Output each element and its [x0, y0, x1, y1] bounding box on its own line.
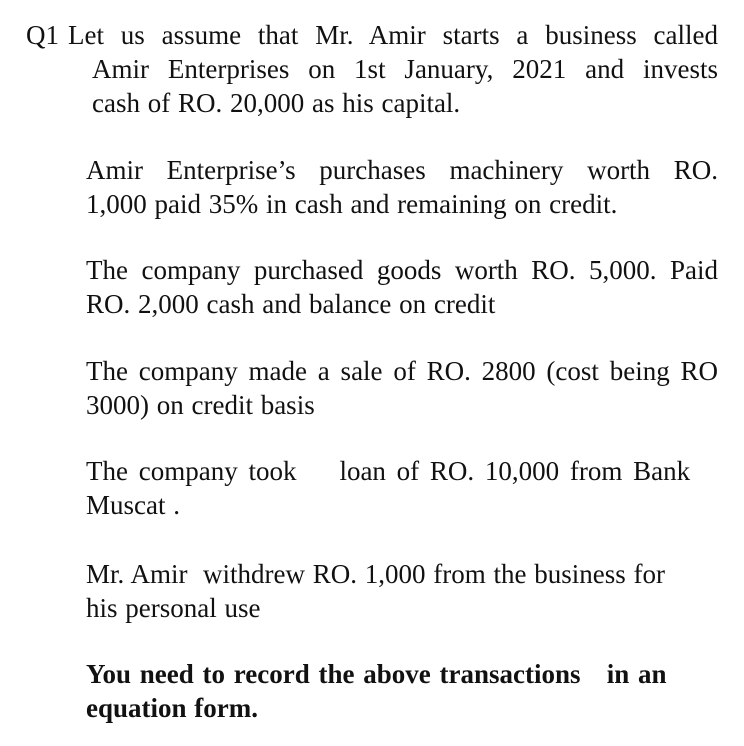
transaction-1-line-1: Amir Enterprise’s purchases machinery worth RO.: [86, 155, 718, 185]
question-number: Q1: [26, 20, 59, 50]
instruction-line-2: equation form.: [86, 693, 258, 723]
transaction-5-line-2: his personal use: [86, 593, 261, 623]
transaction-5-line-1: Mr. Amir withdrew RO. 1,000 from the business for: [86, 559, 665, 589]
transaction-4-line-1: The company took loan of RO. 10,000 from Bank: [86, 456, 691, 486]
instruction-line-1: You need to record the above transactions in an: [86, 659, 667, 689]
question-intro-line-1: Let us assume that Mr. Amir starts a business called: [68, 20, 718, 50]
transaction-3-line-1: The company made a sale of RO. 2800 (cost being RO: [86, 356, 718, 386]
transaction-2-line-2: RO. 2,000 cash and balance on credit: [86, 289, 496, 319]
transaction-4-line-2: Muscat .: [86, 490, 180, 520]
transaction-1-line-2: 1,000 paid 35% in cash and remaining on credit.: [86, 189, 618, 219]
transaction-2-line-1: The company purchased goods worth RO. 5,000. Paid: [86, 255, 718, 285]
question-intro-line-2: Amir Enterprises on 1st January, 2021 and invests: [92, 54, 718, 84]
question-intro-line-3: cash of RO. 20,000 as his capital.: [92, 88, 461, 118]
transaction-3-line-2: 3000) on credit basis: [86, 390, 315, 420]
